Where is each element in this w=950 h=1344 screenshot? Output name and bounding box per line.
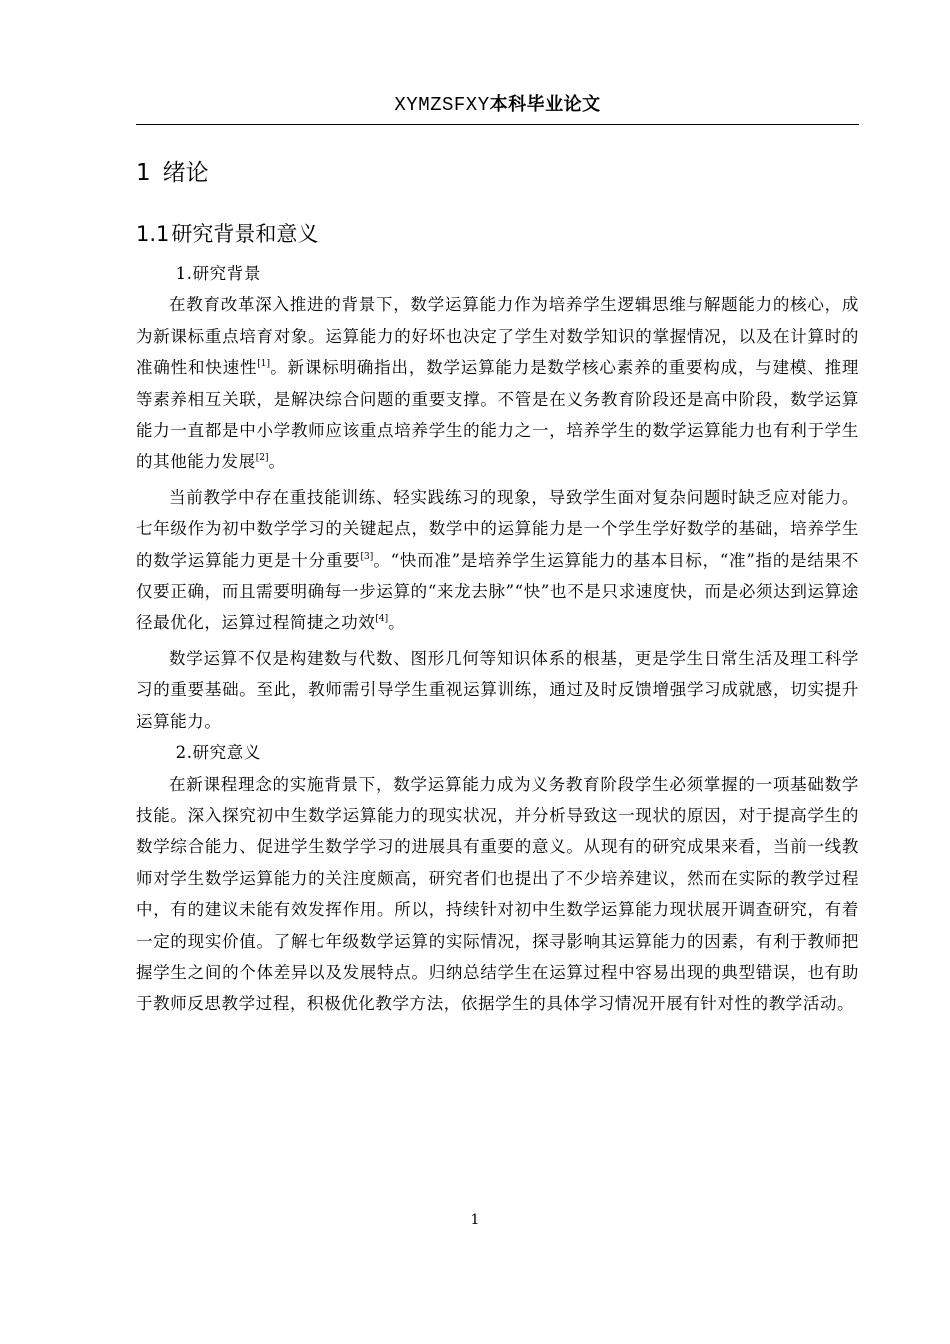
citation-ref: [3] <box>360 551 374 562</box>
citation-ref: [1] <box>257 359 271 370</box>
chapter-title: 绪论 <box>162 160 209 186</box>
citation-ref: [2] <box>255 453 269 464</box>
paragraph: 在教育改革深入推进的背景下，数学运算能力作为培养学生逻辑思维与解题能力的核心，成为新课标重点培育对象。运算能力的好坏也决定了学生对数学知识的掌握情况，以及在计算时的准确性和快速性[1]。新课标明确指出，数学运算能力是数学核心素养的重要构成，与建模、推理等素养相互关联，是解决综合问题的重要支撑。不管是在义务教育阶段还是高中阶段，数学运算能力一直都是中小学教师应该重点培养学生的能力之一，培养学生的数学运算能力也有利于学生的其他能力发展[2]。 <box>136 295 859 472</box>
body-text <box>136 258 859 1020</box>
paragraph: 数学运算不仅是构建数与代数、图形几何等知识体系的根基，更是学生日常生活及理工科学习的重要基础。至此，教师需引导学生重视运算训练，通过及时反馈增强学习成就感，切实提升运算能力。 <box>136 648 859 731</box>
citation-ref: [4] <box>375 614 389 625</box>
header-thesis-type: 本科毕业论文 <box>489 94 601 115</box>
chapter-number: 1 <box>136 160 151 186</box>
subsection-heading-background: 1.研究背景 <box>175 264 261 283</box>
subsection-heading-significance: 2.研究意义 <box>175 743 261 763</box>
page-number: 1 <box>470 1212 480 1228</box>
section-heading <box>136 218 318 248</box>
running-header <box>136 90 859 116</box>
chapter-heading <box>136 154 209 187</box>
paragraph: 当前教学中存在重技能训练、轻实践练习的现象，导致学生面对复杂问题时缺乏应对能力。七年级作为初中数学学习的关键起点，数学中的运算能力是一个学生学好数学的基础，培养学生的数学运算能力更是十分重要[3]。“快而准”是培养学生运算能力的基本目标，“准”指的是结果不仅要正确，而且需要明确每一步运算的“来龙去脉”“快”也不是只求速度快，而是必须达到运算途径最优化，运算过程简捷之功效[4]。 <box>136 487 859 633</box>
section-title: 研究背景和意义 <box>171 222 319 246</box>
header-rule <box>136 124 859 125</box>
section-number: 1.1 <box>136 222 170 246</box>
paragraph: 在新课程理念的实施背景下，数学运算能力成为义务教育阶段学生必须掌握的一项基础数学技能。深入探究初中生数学运算能力的现实状况，并分析导致这一现状的原因，对于提高学生的数学综合能力、促进学生数学学习的进展具有重要的意义。从现有的研究成果来看，当前一线教师对学生数学运算能力的关注度颇高，研究者们也提出了不少培养建议，然而在实际的教学过程中，有的建议未能有效发挥作用。所以，持续针对初中生数学运算能力现状展开调查研究，有着一定的现实价值。了解七年级数学运算的实际情况，探寻影响其运算能力的因素，有利于教师把握学生之间的个体差异以及发展特点。归纳总结学生在运算过程中容易出现的典型错误，也有助于教师反思教学过程，积极优化教学方法，依据学生的具体学习情况开展有针对性的教学活动。 <box>136 774 859 1014</box>
header-school-code: XYMZSFXY <box>394 94 490 116</box>
